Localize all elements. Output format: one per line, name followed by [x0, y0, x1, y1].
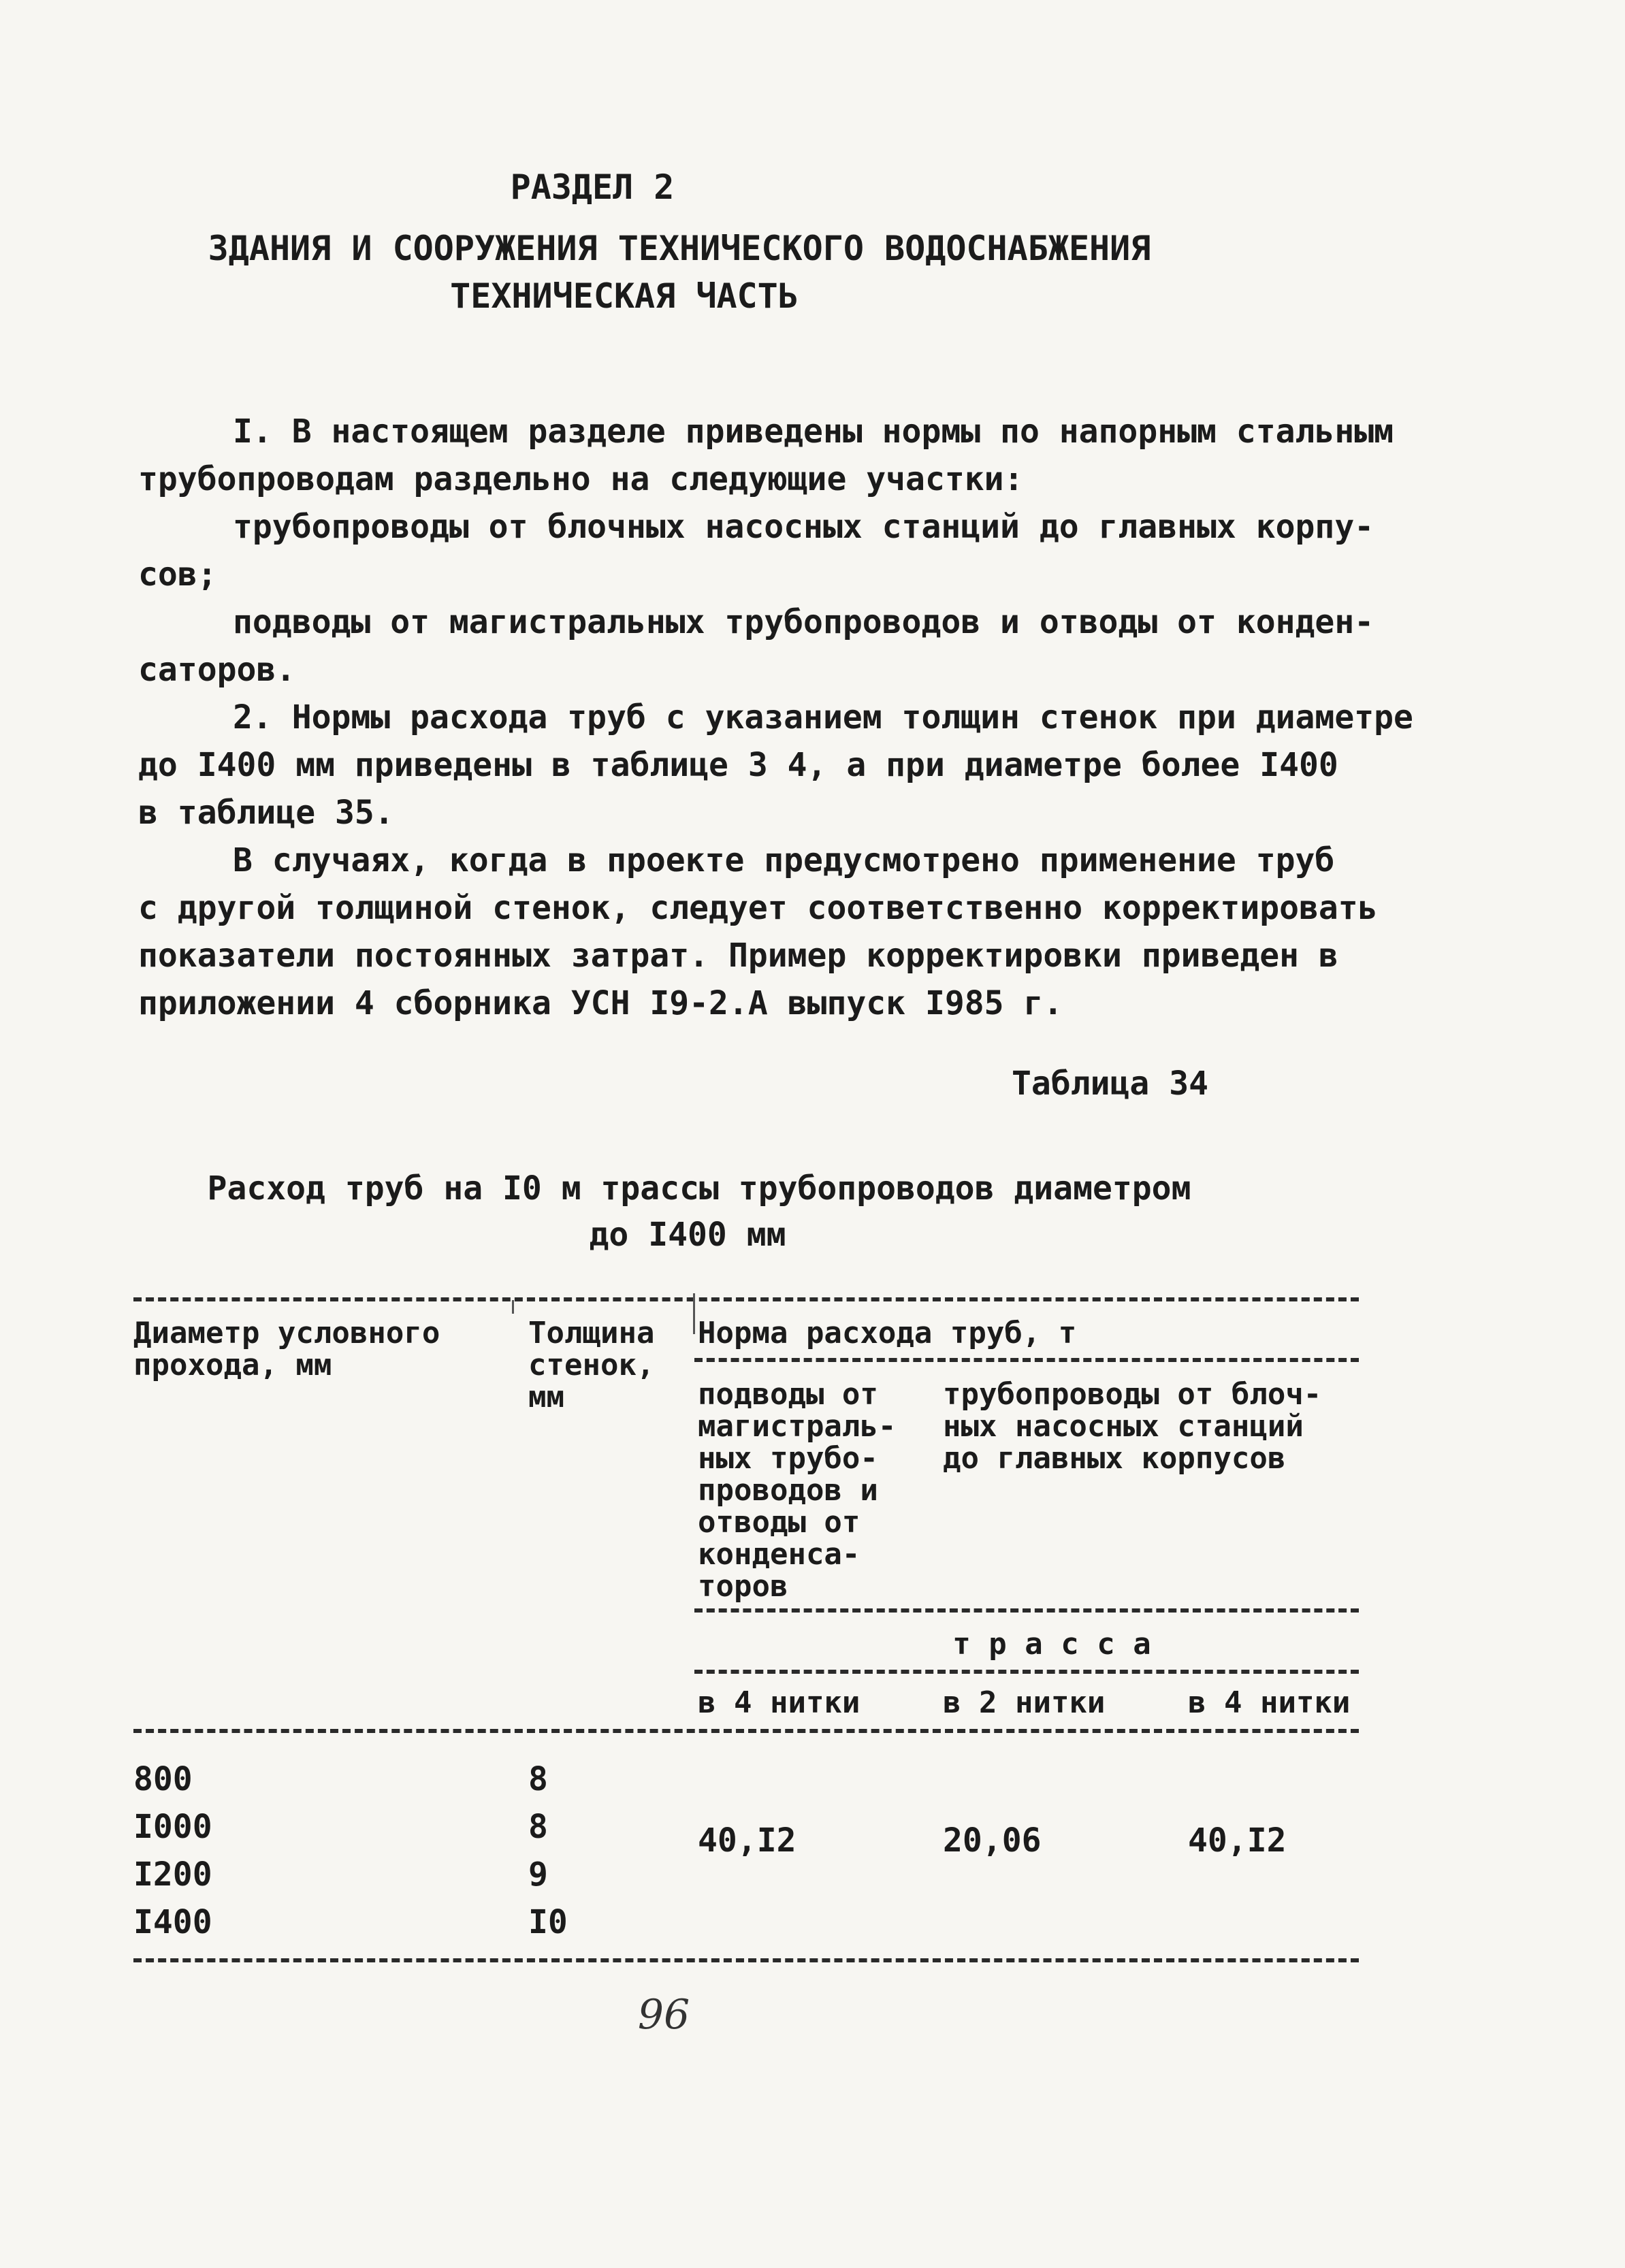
paragraph-3-line-1: В случаях, когда в проекте предусмотрено применение труб	[233, 841, 1335, 879]
paragraph-2-line-1: 2. Нормы расхода труб с указанием толщин стенок при диаметре	[233, 698, 1413, 736]
table-cell-thickness: 8	[528, 1808, 548, 1846]
table-caption-line-2: до I400 мм	[589, 1216, 786, 1254]
table-cell-diameter: I400	[133, 1903, 212, 1941]
section-label: РАЗДЕЛ 2	[510, 167, 675, 207]
column-separator	[693, 1293, 695, 1334]
list-item-2-line-2: саторов.	[138, 651, 296, 689]
paragraph-3-line-3: показатели постоянных затрат. Пример корректировки приведен в	[138, 937, 1338, 975]
value-block-2-threads: 20,06	[943, 1821, 1042, 1860]
table-cell-diameter: I000	[133, 1808, 212, 1846]
paragraph-1-line-1: I. В настоящем разделе приведены нормы по напорным стальным	[233, 412, 1394, 451]
table-cell-thickness: I0	[528, 1903, 568, 1941]
section-title: ЗДАНИЯ И СООРУЖЕНИЯ ТЕХНИЧЕСКОГО ВОДОСНАБЖЕНИЯ	[208, 229, 1151, 268]
header-norm: Норма расхода труб, т	[698, 1316, 1077, 1350]
table-bottom-rule	[133, 1958, 1359, 1962]
table-norm-rule	[694, 1358, 1359, 1362]
table-cell-diameter: 800	[133, 1760, 193, 1798]
table-cell-diameter: I200	[133, 1856, 212, 1894]
paragraph-2-line-2: до I400 мм приведены в таблице 3 4, а при диаметре более I400	[138, 746, 1338, 784]
table-top-rule	[133, 1297, 1359, 1301]
column-separator-mark	[512, 1300, 514, 1314]
table-cell-thickness: 9	[528, 1856, 548, 1894]
table-cell-thickness: 8	[528, 1760, 548, 1798]
value-branch-4-threads: 40,I2	[698, 1821, 797, 1860]
list-item-1-line-2: сов;	[138, 555, 217, 594]
table-caption-line-1: Расход труб на I0 м трассы трубопроводов диаметром	[207, 1169, 1191, 1208]
header-block-pipelines: трубопроводы от блоч- ных насосных станций до главных корпусов	[943, 1377, 1322, 1476]
header-route-4-threads-b: в 4 нитки	[1188, 1685, 1351, 1720]
header-diameter: Диаметр условного прохода, мм	[133, 1316, 440, 1382]
page-number: 96	[637, 1991, 690, 2039]
header-route-2-threads: в 2 нитки	[943, 1685, 1106, 1720]
header-route: т р а с с а	[952, 1627, 1151, 1662]
table-header-bottom-rule	[133, 1729, 1359, 1733]
section-subtitle: ТЕХНИЧЕСКАЯ ЧАСТЬ	[450, 276, 799, 316]
value-block-4-threads: 40,I2	[1188, 1821, 1287, 1860]
paragraph-3-line-4: приложении 4 сборника УСН I9-2.А выпуск I985 г.	[138, 984, 1063, 1022]
list-item-2-line-1: подводы от магистральных трубопроводов и отводы от конден-	[233, 603, 1374, 641]
list-item-1-line-1: трубопроводы от блочных насосных станций до главных корпу-	[233, 508, 1374, 546]
header-route-4-threads-a: в 4 нитки	[698, 1685, 860, 1720]
header-branch-leads: подводы от магистраль- ных трубо- проводов и отводы от конденса- торов	[698, 1377, 897, 1604]
paragraph-1-line-2: трубопроводам раздельно на следующие участки:	[138, 460, 1024, 498]
paragraph-2-line-3: в таблице 35.	[138, 794, 394, 832]
table-route-rule-top	[694, 1608, 1359, 1613]
table-label: Таблица 34	[1012, 1065, 1208, 1103]
header-thickness: Толщина стенок, мм	[528, 1316, 655, 1414]
table-route-rule-bottom	[694, 1670, 1359, 1674]
paragraph-3-line-2: с другой толщиной стенок, следует соответственно корректировать	[138, 889, 1378, 927]
